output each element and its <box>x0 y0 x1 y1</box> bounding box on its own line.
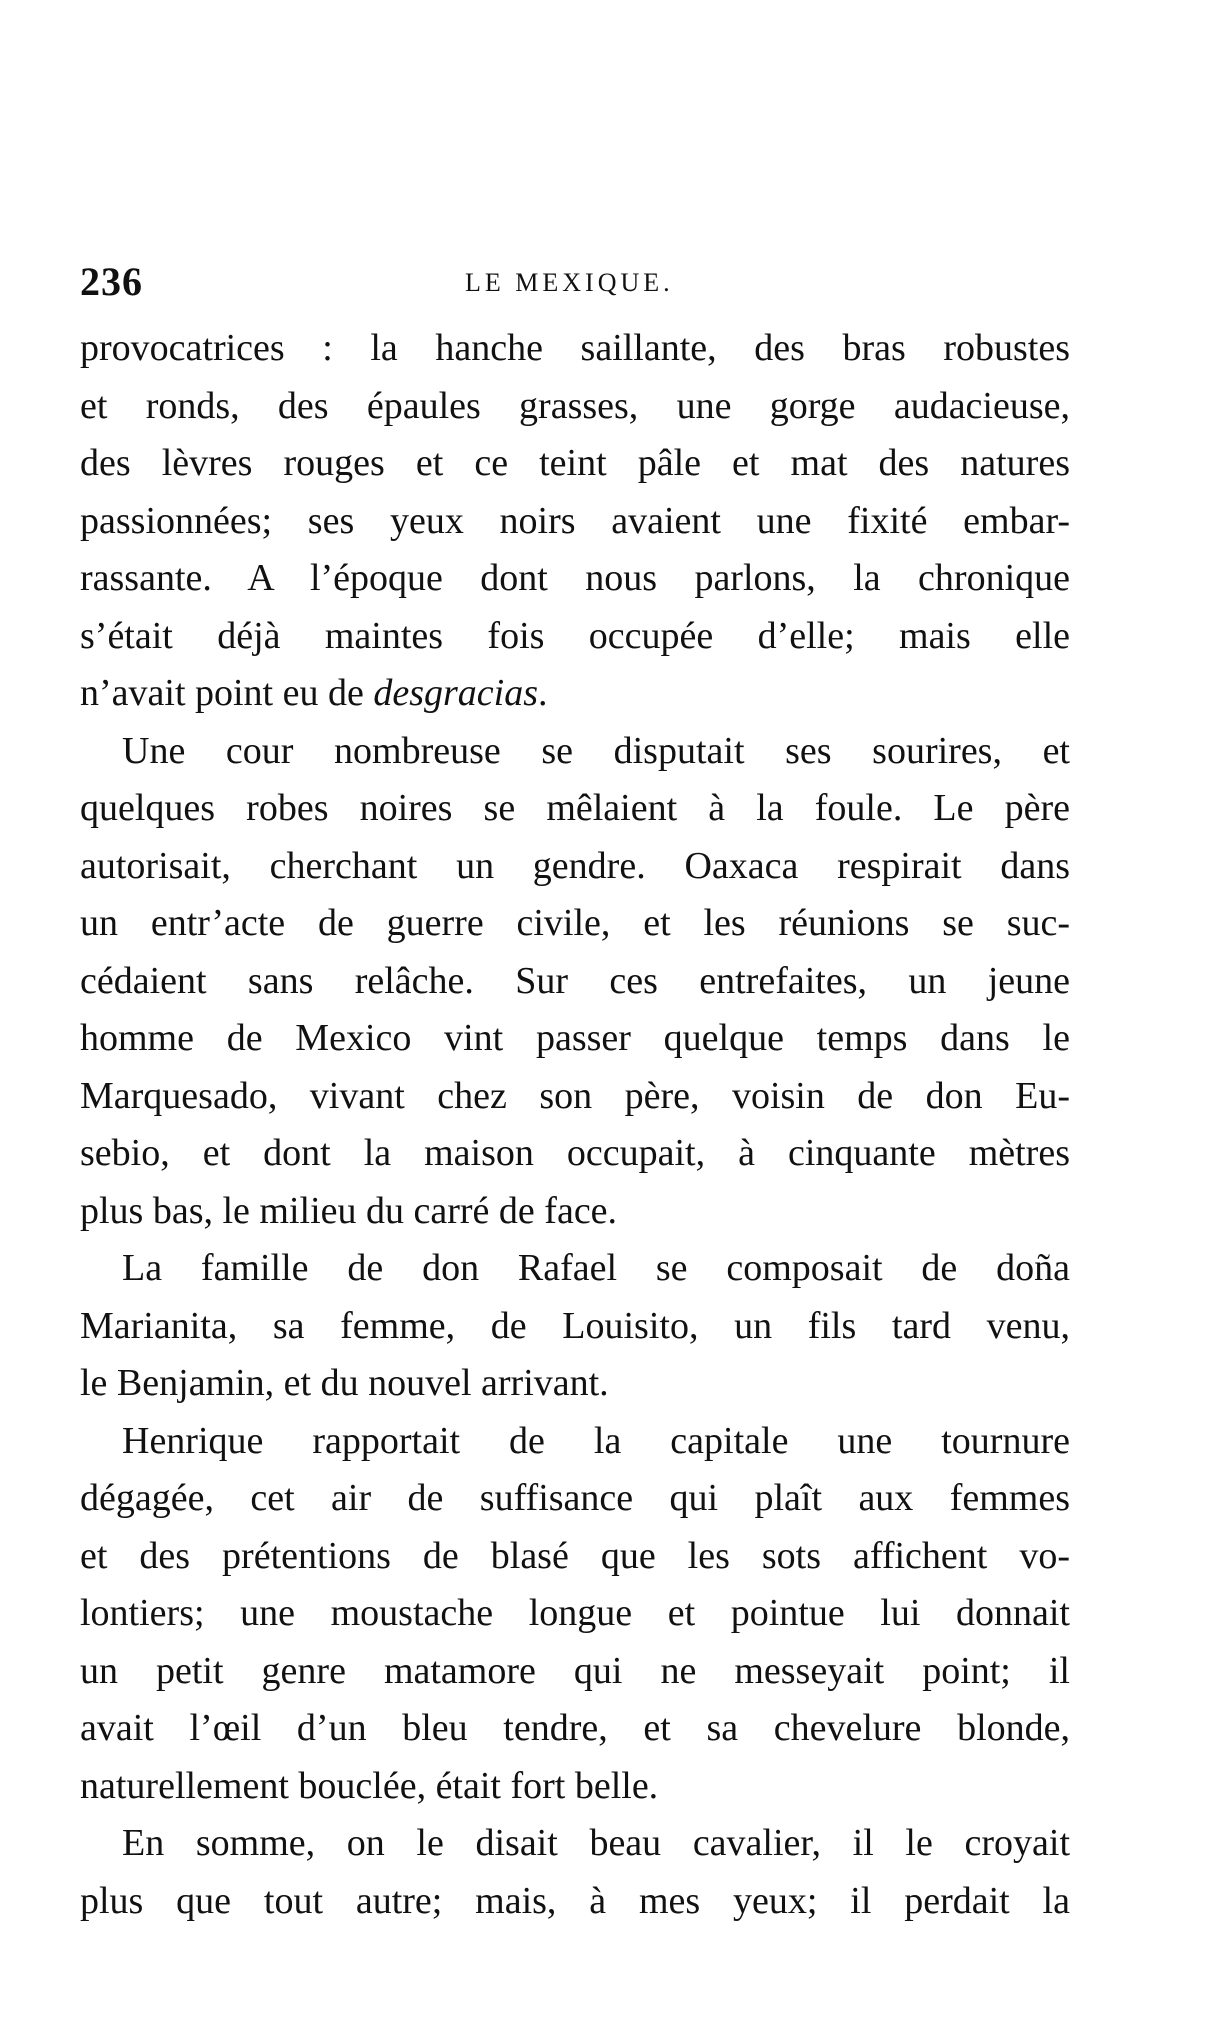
page-header <box>80 258 1070 318</box>
text-line: un entr’acte de guerre civile, et les réunions se suc- <box>80 902 1070 944</box>
text-line: plus bas, le milieu du carré de face. <box>80 1189 618 1232</box>
text-line: dégagée, cet air de suffisance qui plaît aux femmes <box>80 1477 1070 1519</box>
text-line: lontiers; une moustache longue et pointue lui donnait <box>80 1592 1070 1634</box>
text-line: provocatrices : la hanche saillante, des bras robustes <box>80 327 1070 369</box>
text-line: sebio, et dont la maison occupait, à cinquante mètres <box>80 1132 1070 1174</box>
text-line: passionnées; ses yeux noirs avaient une fixité embar- <box>80 499 1070 542</box>
text-line: cédaient sans relâche. Sur ces entrefaites, un jeune <box>80 959 1070 1002</box>
text-line <box>80 665 1070 723</box>
text-line: La famille de don Rafael se composait de doña <box>122 1247 1070 1289</box>
text-line: Henrique rapportait de la capitale une tournure <box>122 1419 1070 1462</box>
text-line: Marquesado, vivant chez son père, voisin de don Eu- <box>80 1074 1070 1117</box>
text-line: rassante. A l’époque dont nous parlons, la chronique <box>80 557 1070 599</box>
text-line: Marianita, sa femme, de Louisito, un fils tard venu, <box>80 1304 1070 1347</box>
text-line: naturellement bouclée, était fort belle. <box>80 1764 659 1807</box>
text-line: s’était déjà maintes fois occupée d’elle; mais elle <box>80 614 1070 657</box>
text-line: et ronds, des épaules grasses, une gorge audacieuse, <box>80 384 1070 427</box>
text-line: Une cour nombreuse se disputait ses sourires, et <box>122 729 1070 772</box>
text-line: plus que tout autre; mais, à mes yeux; il perdait la <box>80 1879 1070 1922</box>
text-fragment: n’avait point eu de <box>80 672 374 714</box>
italic-word: desgracias <box>373 672 539 714</box>
text-line: quelques robes noires se mêlaient à la foule. Le père <box>80 787 1070 829</box>
page-number: 236 <box>80 259 143 304</box>
text-line: le Benjamin, et du nouvel arrivant. <box>80 1362 609 1404</box>
text-line: des lèvres rouges et ce teint pâle et mat des natures <box>80 442 1070 484</box>
body-text <box>80 320 1070 1930</box>
paragraph-4 <box>80 1413 1070 1816</box>
paragraph-1 <box>80 320 1070 723</box>
text-line: En somme, on le disait beau cavalier, il le croyait <box>122 1822 1070 1864</box>
text-fragment: . <box>538 672 548 714</box>
running-head: LE MEXIQUE. <box>465 268 674 297</box>
text-line: avait l’œil d’un bleu tendre, et sa chevelure blonde, <box>80 1707 1070 1749</box>
text-line: un petit genre matamore qui ne messeyait point; il <box>80 1649 1070 1692</box>
text-line: homme de Mexico vint passer quelque temps dans le <box>80 1017 1070 1059</box>
text-line: et des prétentions de blasé que les sots affichent vo- <box>80 1534 1070 1577</box>
paragraph-2 <box>80 723 1070 1241</box>
paragraph-5 <box>80 1815 1070 1930</box>
text-line: autorisait, cherchant un gendre. Oaxaca respirait dans <box>80 844 1070 887</box>
paragraph-3 <box>80 1240 1070 1413</box>
